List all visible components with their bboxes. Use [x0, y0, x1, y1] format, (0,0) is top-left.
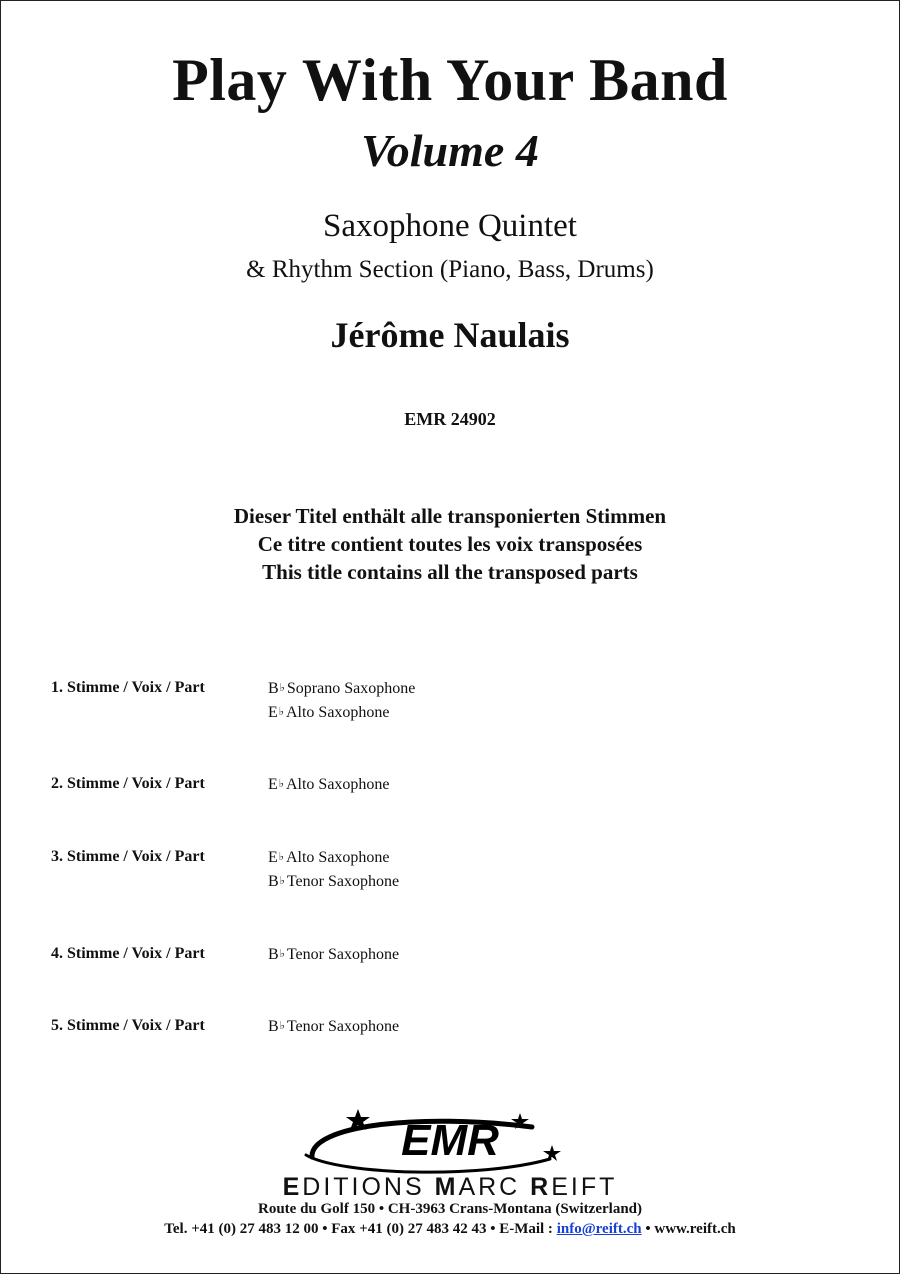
volume-subtitle: Volume 4	[361, 125, 539, 176]
emr-logo-icon	[300, 1105, 600, 1175]
instrument-line	[268, 942, 399, 966]
instrument-name: Alto Saxophone	[285, 849, 390, 866]
rhythm-section-line: & Rhythm Section (Piano, Bass, Drums)	[246, 256, 654, 283]
publisher-contact	[0, 1219, 900, 1239]
part-label: 4. Stimme / Voix / Part	[51, 945, 205, 962]
notice-line-french: Ce titre contient toutes les voix transposées	[257, 532, 643, 556]
publisher-name	[0, 1173, 900, 1201]
publisher-initial: R	[530, 1173, 552, 1201]
instrument-key: E	[268, 704, 278, 721]
page-title: Play With Your Band	[172, 47, 728, 113]
notice-line-german: Dieser Titel enthält alle transponierten Stimmen	[233, 504, 667, 528]
instrument-key: B	[268, 1018, 279, 1035]
email-link[interactable]: info@reift.ch	[556, 1221, 642, 1237]
flat-sign: ♭	[279, 875, 285, 887]
publisher-word: DITIONS	[302, 1173, 435, 1201]
flat-sign: ♭	[278, 851, 284, 863]
contact-phone-fax: Tel. +41 (0) 27 483 12 00 • Fax +41 (0) 27 483 42 43 • E-Mail :	[164, 1221, 557, 1237]
flat-sign: ♭	[278, 706, 284, 718]
instrument-line	[268, 869, 399, 893]
part-label: 1. Stimme / Voix / Part	[51, 679, 205, 696]
instrument-key: B	[268, 946, 279, 963]
part-instruments	[268, 1014, 399, 1038]
instrument-name: Soprano Saxophone	[286, 680, 416, 697]
publisher-word: ARC	[458, 1173, 531, 1201]
instrument-key: E	[268, 776, 278, 793]
instrument-name: Alto Saxophone	[285, 704, 390, 721]
publisher-initial: M	[434, 1173, 459, 1201]
notice-line-english: This title contains all the transposed parts	[262, 560, 638, 584]
part-instruments	[268, 845, 399, 893]
instrument-name: Tenor Saxophone	[286, 1018, 400, 1035]
flat-sign: ♭	[279, 682, 285, 694]
catalog-number: EMR 24902	[404, 409, 496, 429]
publisher-address: Route du Golf 150 • CH-3963 Crans-Montana (Switzerland)	[258, 1201, 642, 1217]
instrument-key: E	[268, 849, 278, 866]
instrument-line	[268, 676, 415, 700]
part-instruments	[268, 772, 390, 796]
instrument-key: B	[268, 680, 279, 697]
composer-name: Jérôme Naulais	[330, 315, 570, 355]
transposition-notice	[0, 502, 900, 586]
part-label: 5. Stimme / Voix / Part	[51, 1017, 205, 1034]
instrument-line	[268, 845, 399, 869]
instrument-line	[268, 1014, 399, 1038]
instrument-name: Tenor Saxophone	[286, 873, 400, 890]
part-label: 3. Stimme / Voix / Part	[51, 848, 205, 865]
flat-sign: ♭	[278, 778, 284, 790]
instrument-name: Tenor Saxophone	[286, 946, 400, 963]
logo-text: EMR	[401, 1116, 499, 1165]
instrument-key: B	[268, 873, 279, 890]
flat-sign: ♭	[279, 948, 285, 960]
publisher-initial: E	[282, 1173, 303, 1201]
ensemble-line: Saxophone Quintet	[323, 208, 577, 244]
part-instruments	[268, 942, 399, 966]
part-label: 2. Stimme / Voix / Part	[51, 775, 205, 792]
part-instruments	[268, 676, 415, 724]
flat-sign: ♭	[279, 1020, 285, 1032]
instrument-line	[268, 700, 415, 724]
publisher-word: EIFT	[551, 1173, 618, 1201]
instrument-name: Alto Saxophone	[285, 776, 390, 793]
contact-website: • www.reift.ch	[641, 1221, 736, 1237]
instrument-line	[268, 772, 390, 796]
